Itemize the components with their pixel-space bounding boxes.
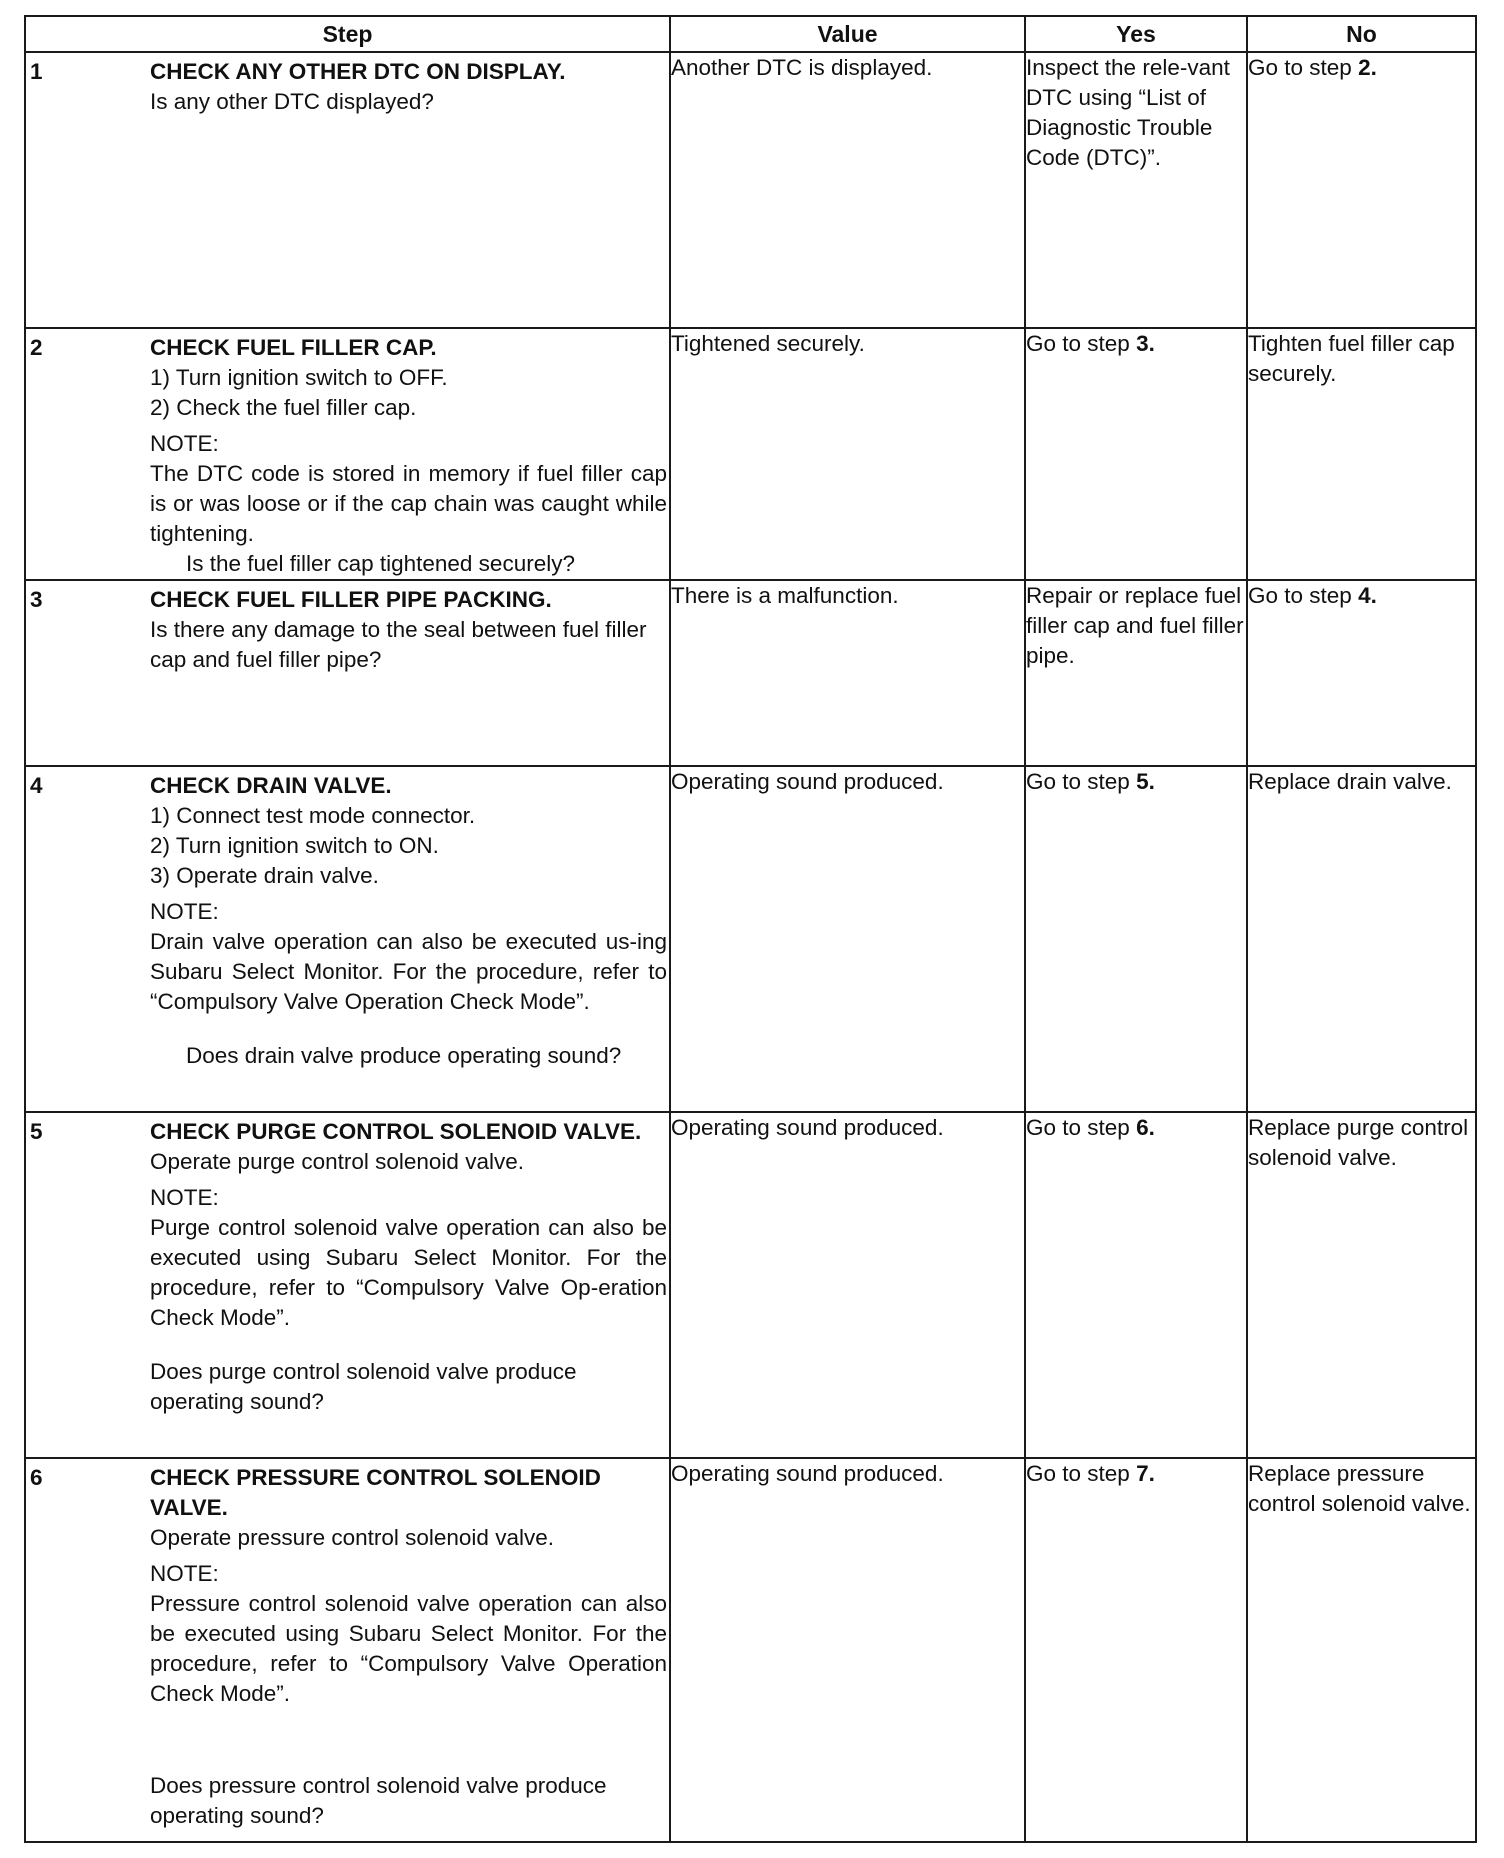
value-cell: Operating sound produced. (670, 1112, 1025, 1458)
step-instruction: Operate pressure control solenoid valve. (150, 1525, 554, 1550)
note-label: NOTE: (150, 899, 219, 924)
note-label: NOTE: (150, 1185, 219, 1210)
header-value: Value (670, 16, 1025, 52)
no-cell: Tighten fuel filler cap securely. (1247, 328, 1476, 580)
step-question: Is there any damage to the seal between fuel filler cap and fuel filler pipe? (150, 617, 647, 672)
step-number: 1 (30, 59, 43, 84)
note-label: NOTE: (150, 1561, 219, 1586)
step-title: CHECK DRAIN VALVE. (150, 773, 392, 798)
no-step-link: 4. (1358, 583, 1377, 608)
step-item: 3) Operate drain valve. (150, 863, 379, 888)
step-cell (25, 766, 670, 1112)
value-cell: Operating sound produced. (670, 1458, 1025, 1842)
step-item: 1) Turn ignition switch to OFF. (150, 365, 448, 390)
step-question: Is the fuel filler cap tightened securely? (186, 551, 575, 576)
yes-cell (1025, 1458, 1247, 1842)
yes-cell: Repair or replace fuel filler cap and fuel filler pipe. (1025, 580, 1247, 766)
table-row (25, 766, 1476, 1112)
yes-step-link: 7. (1136, 1461, 1155, 1486)
step-cell (25, 1112, 670, 1458)
step-cell (25, 52, 670, 328)
no-step-link: 2. (1358, 55, 1377, 80)
step-cell (25, 580, 670, 766)
header-yes: Yes (1025, 16, 1247, 52)
header-step: Step (25, 16, 670, 52)
value-cell: Operating sound produced. (670, 766, 1025, 1112)
yes-step-link: 5. (1136, 769, 1155, 794)
yes-text: Go to step (1026, 331, 1137, 356)
step-title: CHECK FUEL FILLER PIPE PACKING. (150, 587, 552, 612)
no-cell: Replace drain valve. (1247, 766, 1476, 1112)
step-number: 4 (30, 773, 43, 798)
no-text: Go to step (1248, 55, 1359, 80)
step-number: 5 (30, 1119, 43, 1144)
step-title: CHECK PURGE CONTROL SOLENOID VALVE. (150, 1119, 642, 1144)
step-question: Does drain valve produce operating sound? (186, 1043, 622, 1068)
note-text: The DTC code is stored in memory if fuel filler cap is or was loose or if the cap chain was caught while tightening. (150, 461, 667, 546)
table-row (25, 1458, 1476, 1842)
step-instruction: Operate purge control solenoid valve. (150, 1149, 524, 1174)
no-text: Go to step (1248, 583, 1359, 608)
yes-text: Go to step (1026, 1461, 1137, 1486)
step-question: Does purge control solenoid valve produce operating sound? (150, 1359, 577, 1414)
step-number: 3 (30, 587, 43, 612)
no-cell: Replace pressure control solenoid valve. (1247, 1458, 1476, 1842)
step-item: 1) Connect test mode connector. (150, 803, 476, 828)
value-cell: Tightened securely. (670, 328, 1025, 580)
note-text: Purge control solenoid valve operation can also be executed using Subaru Select Monitor. For the procedure, refer to “Compulsory Valve Op-eration Check Mode”. (150, 1215, 667, 1330)
yes-cell (1025, 328, 1247, 580)
step-number: 2 (30, 335, 43, 360)
table-row (25, 52, 1476, 328)
step-item: 2) Check the fuel filler cap. (150, 395, 417, 420)
step-title: CHECK PRESSURE CONTROL SOLENOID VALVE. (150, 1465, 601, 1520)
value-cell: Another DTC is displayed. (670, 52, 1025, 328)
yes-step-link: 3. (1136, 331, 1155, 356)
note-label: NOTE: (150, 431, 219, 456)
table-row (25, 580, 1476, 766)
yes-text: Go to step (1026, 1115, 1137, 1140)
step-item: 2) Turn ignition switch to ON. (150, 833, 439, 858)
yes-text: Go to step (1026, 769, 1137, 794)
no-cell: Replace purge control solenoid valve. (1247, 1112, 1476, 1458)
header-row (25, 16, 1476, 52)
yes-cell: Inspect the rele-vant DTC using “List of Diagnostic Trouble Code (DTC)”. (1025, 52, 1247, 328)
step-cell (25, 1458, 670, 1842)
step-question: Does pressure control solenoid valve produce operating sound? (150, 1773, 607, 1828)
step-title: CHECK ANY OTHER DTC ON DISPLAY. (150, 59, 566, 84)
step-number: 6 (30, 1465, 43, 1490)
step-question: Is any other DTC displayed? (150, 89, 434, 114)
table-row (25, 328, 1476, 580)
yes-step-link: 6. (1136, 1115, 1155, 1140)
note-text: Pressure control solenoid valve operation can also be executed using Subaru Select Monitor. For the procedure, refer to “Compulsory Valve Operation Check Mode”. (150, 1591, 667, 1706)
step-cell (25, 328, 670, 580)
no-cell (1247, 52, 1476, 328)
yes-cell (1025, 1112, 1247, 1458)
yes-cell (1025, 766, 1247, 1112)
table-row (25, 1112, 1476, 1458)
step-title: CHECK FUEL FILLER CAP. (150, 335, 437, 360)
diagnostic-table (24, 15, 1477, 1843)
value-cell: There is a malfunction. (670, 580, 1025, 766)
note-text: Drain valve operation can also be executed us-ing Subaru Select Monitor. For the procedure, refer to “Compulsory Valve Operation Check Mode”. (150, 929, 667, 1014)
header-no: No (1247, 16, 1476, 52)
no-cell (1247, 580, 1476, 766)
